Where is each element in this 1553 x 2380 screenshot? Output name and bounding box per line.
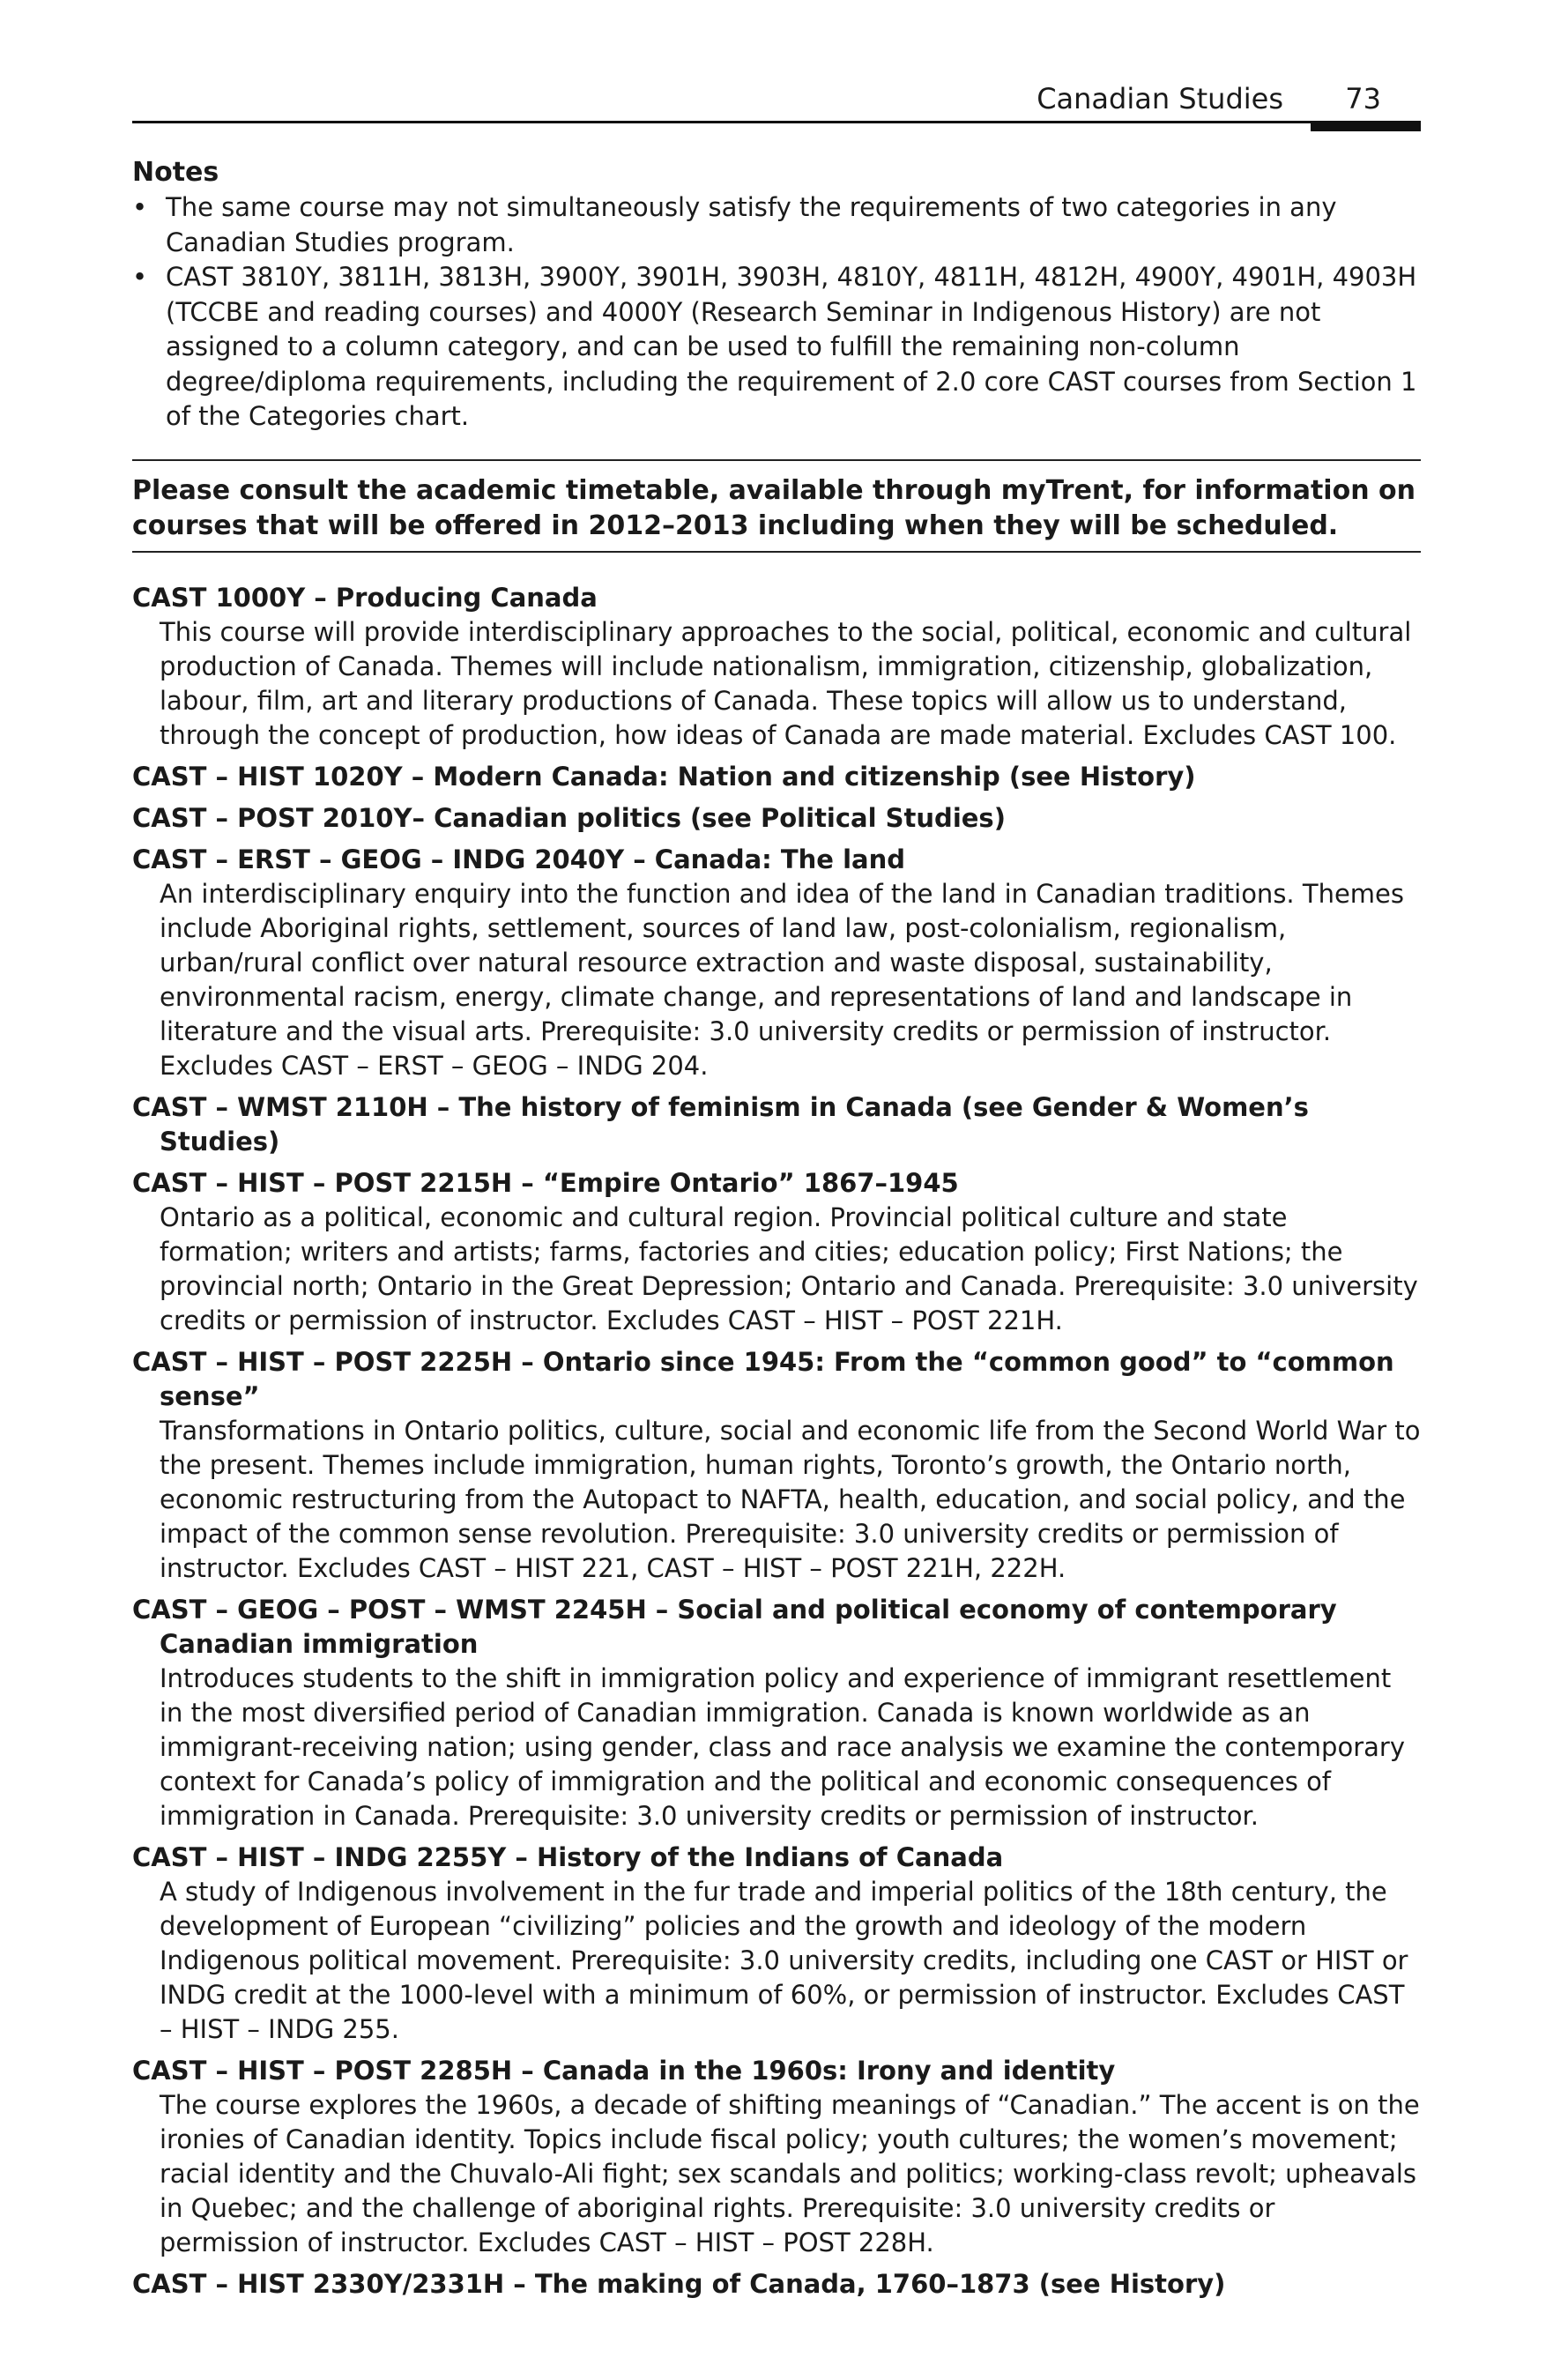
note-item — [132, 260, 1421, 435]
course-description: An interdisciplinary enquiry into the function and idea of the land in Canadian traditions. Themes include Aboriginal rights, settlement, sources of land law, post-colonialism, regionalism, urban/rural conflict over natural resource extraction and waste disposal, sustainability, environmental racism, energy, climate change, and representations of land and landscape in literature and the visual arts. Prerequisite: 3.0 university credits or permission of instructor. Excludes CAST – ERST – GEOG – INDG 204. — [160, 878, 1404, 1081]
running-head — [132, 79, 1421, 123]
course-title: CAST – WMST 2110H – The history of feminism in Canada (see Gender & Women’s Studies) — [132, 1091, 1309, 1157]
course-entry — [132, 2267, 1421, 2302]
header-thumb-tab — [1311, 121, 1421, 131]
page-content — [132, 155, 1421, 2309]
course-entry — [132, 2054, 1421, 2260]
note-item — [132, 190, 1421, 260]
course-entry — [132, 1345, 1421, 1586]
course-entry — [132, 1593, 1421, 1833]
course-description: Transformations in Ontario politics, culture, social and economic life from the Second World War to the present. Themes include immigration, human rights, Toronto’s growth, the Ontario north, economic restructuring from the Autopact to NAFTA, health, education, and social policy, and the impact of the common sense revolution. Prerequisite: 3.0 university credits or permission of instructor. Excludes CAST – HIST 221, CAST – HIST – POST 221H, 222H. — [160, 1415, 1421, 1583]
course-title: CAST – ERST – GEOG – INDG 2040Y – Canada: The land — [132, 844, 905, 874]
running-head-section-title: Canadian Studies — [1037, 82, 1283, 115]
course-entry — [132, 1090, 1421, 1159]
note-text: The same course may not simultaneously satisfy the requirements of two categories in any Canadian Studies program. — [166, 192, 1337, 257]
course-title: CAST – HIST 1020Y – Modern Canada: Nation and citizenship (see History) — [132, 761, 1196, 792]
bullet-icon: • — [132, 262, 148, 292]
course-entry — [132, 801, 1421, 836]
course-title: CAST – HIST – POST 2285H – Canada in the 1960s: Irony and identity — [132, 2055, 1116, 2086]
note-text: CAST 3810Y, 3811H, 3813H, 3900Y, 3901H, 3903H, 4810Y, 4811H, 4812H, 4900Y, 4901H, 4903H (TCCBE and reading courses) and 4000Y (Research Seminar in Indigenous History) are not assigned to a column category, and can be used to fulfill the remaining non-column degree/diploma requirements, including the requirement of 2.0 core CAST courses from Section 1 of the Categories chart. — [166, 262, 1417, 431]
course-title: CAST 1000Y – Producing Canada — [132, 582, 598, 613]
page-number: 73 — [1345, 82, 1381, 115]
course-entry — [132, 581, 1421, 753]
course-title: CAST – HIST – POST 2215H – “Empire Ontario” 1867–1945 — [132, 1167, 959, 1198]
header-rule — [132, 121, 1421, 123]
timetable-notice: Please consult the academic timetable, available through myTrent, for information on courses that will be offered in 2012–2013 including when they will be scheduled. — [132, 459, 1421, 553]
course-description: Ontario as a political, economic and cultural region. Provincial political culture and state formation; writers and artists; farms, factories and cities; education policy; First Nations; the provincial north; Ontario in the Great Depression; Ontario and Canada. Prerequisite: 3.0 university credits or permission of instructor. Excludes CAST – HIST – POST 221H. — [160, 1201, 1418, 1335]
course-description: The course explores the 1960s, a decade of shifting meanings of “Canadian.” The accent is on the ironies of Canadian identity. Topics include fiscal policy; youth cultures; the women’s movement; racial identity and the Chuvalo-Ali fight; sex scandals and politics; working-class revolt; upheavals in Quebec; and the challenge of aboriginal rights. Prerequisite: 3.0 university credits or permission of instructor. Excludes CAST – HIST – POST 228H. — [160, 2089, 1420, 2257]
course-list — [132, 581, 1421, 2302]
notes-heading: Notes — [132, 157, 219, 188]
course-title: CAST – POST 2010Y– Canadian politics (see Political Studies) — [132, 802, 1006, 833]
course-entry — [132, 843, 1421, 1083]
course-entry — [132, 1841, 1421, 2047]
notes-section — [132, 155, 1421, 435]
course-title: CAST – HIST – POST 2225H – Ontario since 1945: From the “common good” to “common sense” — [132, 1346, 1394, 1411]
course-entry — [132, 1166, 1421, 1338]
course-entry — [132, 760, 1421, 794]
course-description: A study of Indigenous involvement in the fur trade and imperial politics of the 18th century, the development of European “civilizing” policies and the growth and ideology of the modern Indigenous political movement. Prerequisite: 3.0 university credits, including one CAST or HIST or INDG credit at the 1000-level with a minimum of 60%, or permission of instructor. Excludes CAST – HIST – INDG 255. — [160, 1876, 1408, 2044]
course-title: CAST – HIST – INDG 2255Y – History of the Indians of Canada — [132, 1841, 1004, 1872]
course-title: CAST – HIST 2330Y/2331H – The making of Canada, 1760–1873 (see History) — [132, 2268, 1226, 2299]
bullet-icon: • — [132, 192, 148, 222]
course-description: This course will provide interdisciplinary approaches to the social, political, economic and cultural production of Canada. Themes will include nationalism, immigration, citizenship, globalization, labour, film, art and literary productions of Canada. These topics will allow us to understand, through the concept of production, how ideas of Canada are made material. Excludes CAST 100. — [160, 616, 1412, 750]
course-description: Introduces students to the shift in immigration policy and experience of immigrant resettlement in the most diversified period of Canadian immigration. Canada is known worldwide as an immigrant-receiving nation; using gender, class and race analysis we examine the contemporary context for Canada’s policy of immigration and the political and economic consequences of immigration in Canada. Prerequisite: 3.0 university credits or permission of instructor. — [160, 1662, 1405, 1831]
course-title: CAST – GEOG – POST – WMST 2245H – Social and political economy of contemporary Canadian immigration — [132, 1594, 1337, 1659]
